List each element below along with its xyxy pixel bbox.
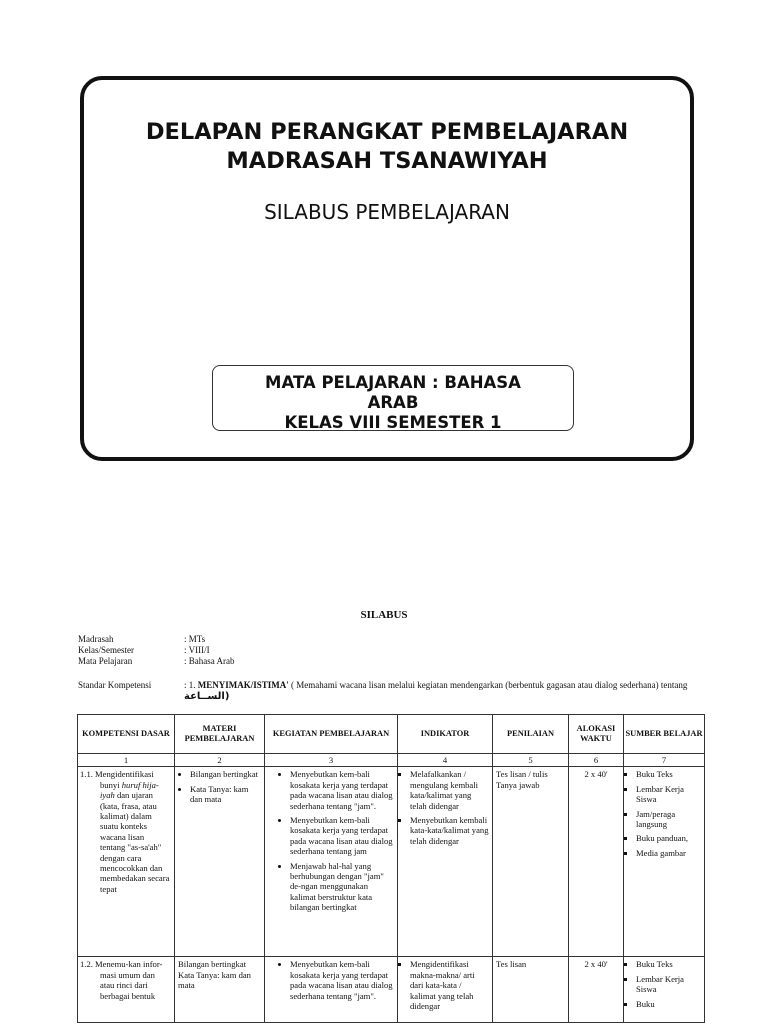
alokasi-cell: 2 x 40' (569, 767, 624, 957)
silabus-table (77, 714, 705, 1023)
standar-label: Standar Kompetensi (78, 680, 152, 690)
standar-prefix: : 1. (184, 680, 198, 690)
cover-title (84, 118, 690, 176)
header-sumber: SUMBER BELAJAR (624, 715, 705, 754)
sumber-cell (624, 767, 705, 957)
list-item: ▪ Buku panduan, (636, 833, 701, 843)
silabus-title: SILABUS (360, 609, 408, 621)
table-row (78, 767, 705, 957)
materi-cell: Bilangan bertingkat Kata Tanya: kam dan mata (175, 957, 265, 1023)
list-item: ▪ Buku (636, 999, 701, 1009)
table-row (78, 957, 705, 1023)
standar-bold: MENYIMAK/ISTIMA' (197, 680, 289, 690)
list-item: ▪ Media gambar (636, 848, 701, 858)
table-number-row (78, 754, 705, 767)
kd-text: 1.2. Menemu-kan infor-masi umum dan atau rinci dari berbagai bentuk (80, 959, 163, 1001)
cover-subtitle: SILABUS PEMBELAJARAN (264, 200, 510, 224)
col-number: 1 (78, 754, 175, 767)
list-item: ▪ Lembar Kerja Siswa (636, 974, 701, 995)
header-kegiatan: KEGIATAN PEMBELAJARAN (265, 715, 398, 754)
header-indikator: INDIKATOR (398, 715, 493, 754)
list-item: • Menyebutkan kem-bali kosakata kerja yang terdapat pada wacana lisan atau dialog sederhana tentang jam (290, 815, 394, 857)
kompetensi-cell (78, 767, 175, 957)
info-label: Madrasah (78, 634, 114, 644)
col-number: 6 (569, 754, 624, 767)
header-materi: MATERI PEMBELAJARAN (175, 715, 265, 754)
info-label: Mata Pelajaran (78, 656, 133, 666)
col-number: 3 (265, 754, 398, 767)
penilaian-cell: Tes lisan / tulis Tanya jawab (493, 767, 569, 957)
list-item: ▪ Jam/peraga langsung (636, 809, 701, 830)
kompetensi-cell (78, 957, 175, 1023)
materi-cell (175, 767, 265, 957)
standar-value (184, 680, 698, 702)
penilaian-cell: Tes lisan (493, 957, 569, 1023)
list-item: • Menyebutkan kem-bali kosakata kerja yang terdapat pada wacana lisan atau dialog sederhana tentang "jam". (290, 959, 394, 1001)
list-item: • Kata Tanya: kam dan mata (190, 784, 261, 805)
standar-suffix: ) (224, 691, 230, 702)
col-number: 7 (624, 754, 705, 767)
list-item: ▪ Menyebutkan kembali kata-kata/kalimat yang telah didengar (410, 815, 489, 846)
standar-text: ( Memahami wacana lisan melalui kegiatan mendengarkan (berbentuk gagasan atau dialog sederhana) tentang (288, 680, 688, 690)
col-number: 4 (398, 754, 493, 767)
list-item: • Bilangan bertingkat (190, 769, 261, 779)
list-item: ▪ Buku Teks (636, 769, 701, 779)
sumber-cell (624, 957, 705, 1023)
subject-line1: MATA PELAJARAN : BAHASA (265, 373, 521, 392)
subject-box (212, 365, 574, 431)
kd-text: 1.1. Mengidentifikasi bunyi (80, 769, 154, 790)
col-number: 2 (175, 754, 265, 767)
info-value: : VIII/I (184, 645, 210, 655)
list-item: ▪ Melafalkankan / mengulang kembali kata/kalimat yang telah didengar (410, 769, 489, 811)
info-label: Kelas/Semester (78, 645, 134, 655)
table-header-row (78, 715, 705, 754)
cover-box (80, 76, 694, 461)
kegiatan-cell (265, 767, 398, 957)
indikator-cell (398, 957, 493, 1023)
info-value: : MTs (184, 634, 206, 644)
standar-arabic: الســاعة (184, 691, 225, 702)
header-penilaian: PENILAIAN (493, 715, 569, 754)
header-alokasi: ALOKASI WAKTU (569, 715, 624, 754)
info-value: : Bahasa Arab (184, 656, 235, 666)
kegiatan-cell (265, 957, 398, 1023)
indikator-cell (398, 767, 493, 957)
cover-title-line1: DELAPAN PERANGKAT PEMBELAJARAN (145, 119, 629, 145)
kd-italic: huruf hija-iyah (100, 779, 159, 801)
subject-line2: ARAB (367, 393, 419, 412)
subject-line3: KELAS VIII SEMESTER 1 (284, 413, 502, 431)
list-item: ▪ Buku Teks (636, 959, 701, 969)
list-item: • Menyebutkan kem-bali kosakata kerja yang terdapat pada wacana lisan atau dialog sederhana tentang "jam". (290, 769, 394, 811)
list-item: • Menjawab hal-hal yang berhubungan dengan "jam" de-ngan menggunakan kalimat berstruktur kata bilangan bertingkat (290, 861, 394, 913)
kd-text: dan ujaran (kata, frasa, atau kalimat) dalam suatu konteks wacana lisan tentang "as-sa'ah" dengan cara mencocokkan dan membedakan secara tepat (100, 790, 170, 894)
header-kompetensi: KOMPETENSI DASAR (78, 715, 175, 754)
list-item: ▪ Mengidentifikasi makna-makna/ arti dari kata-kata / kalimat yang telah didengar (410, 959, 489, 1011)
alokasi-cell: 2 x 40' (569, 957, 624, 1023)
subject-text (213, 366, 573, 431)
cover-title-line2: MADRASAH TSANAWIYAH (226, 148, 548, 174)
col-number: 5 (493, 754, 569, 767)
list-item: ▪ Lembar Kerja Siswa (636, 784, 701, 805)
